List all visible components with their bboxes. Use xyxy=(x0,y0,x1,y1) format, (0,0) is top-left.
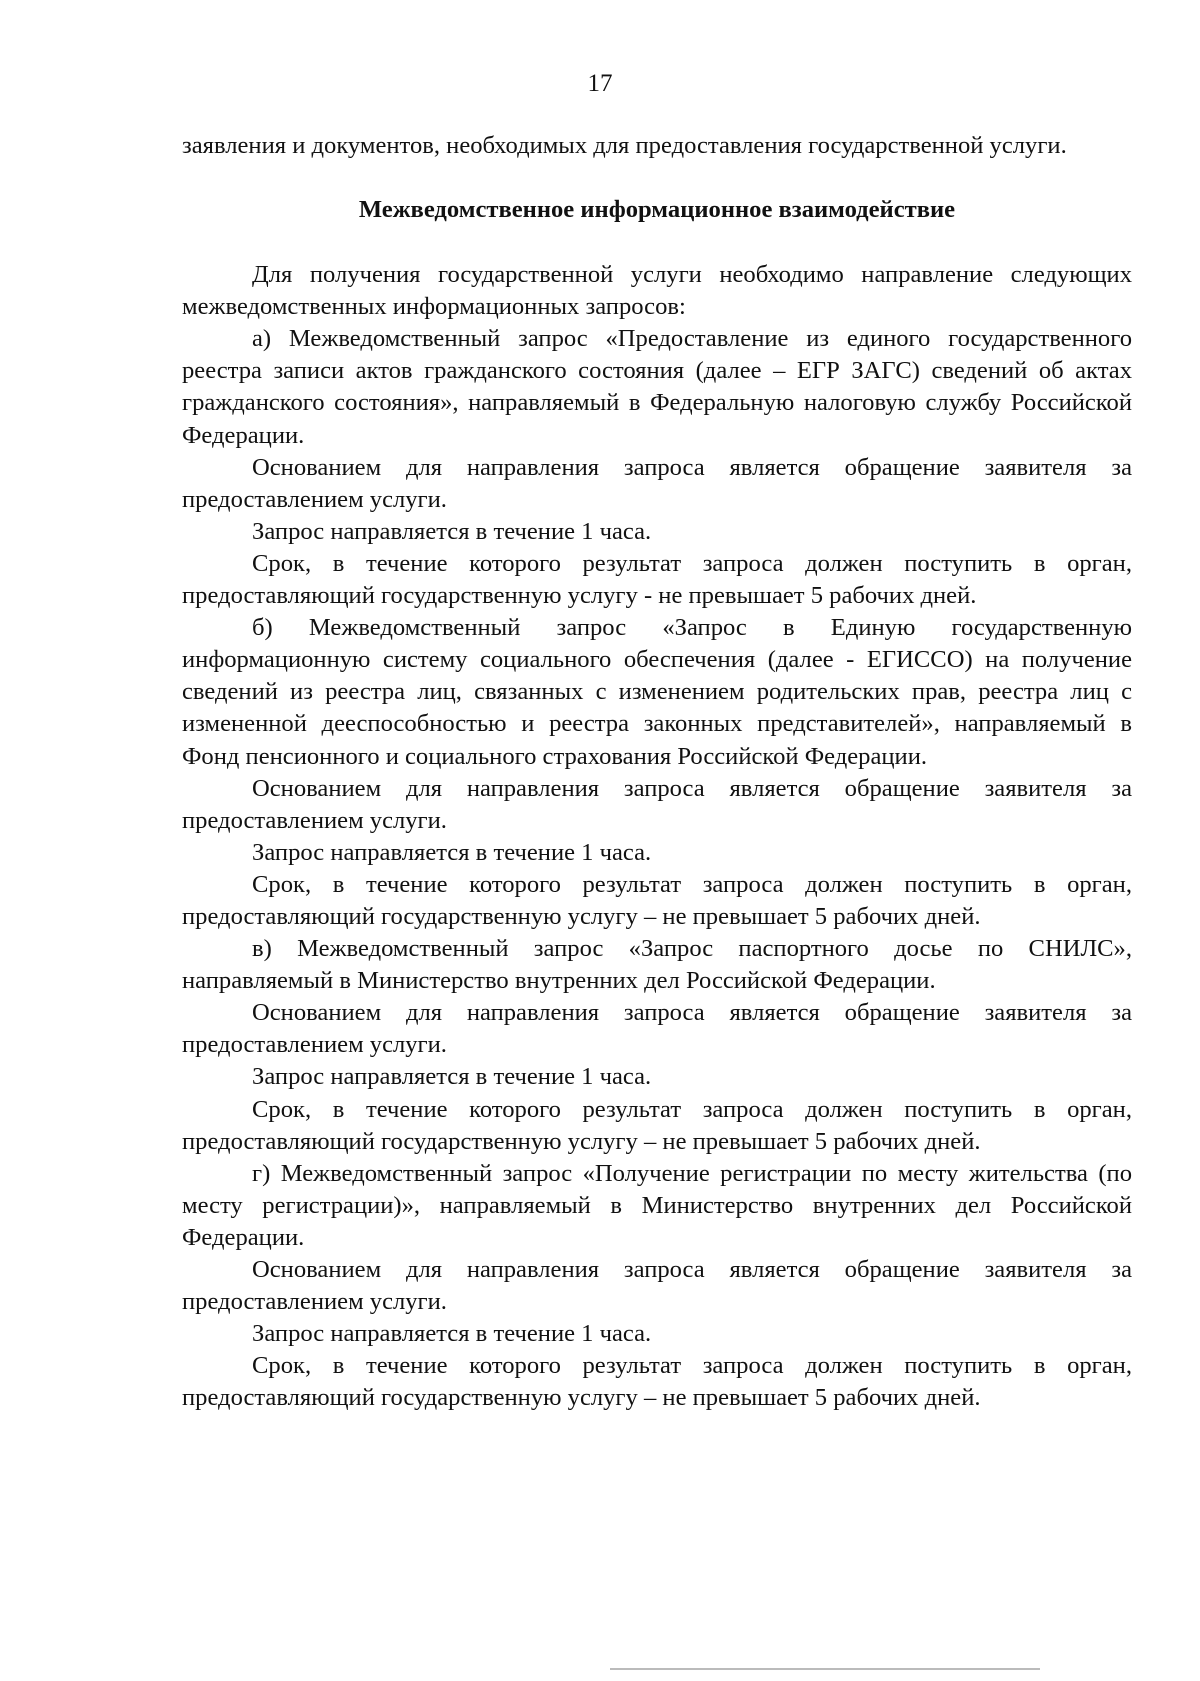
paragraph-intro-requests: Для получения государственной услуги необходимо направление следующих межведомственных информационных запросов: xyxy=(182,261,1132,321)
document-body xyxy=(182,130,1132,1414)
paragraph-request-a: а) Межведомственный запрос «Предоставление из единого государственного реестра записи актов гражданского состояния (далее – ЕГР ЗАГС) сведений об актах гражданского состояния», направляемый в Федеральную налоговую службу Российской Федерации. xyxy=(182,325,1132,449)
paragraph-basis-g: Основанием для направления запроса является обращение заявителя за предоставлением услуги. xyxy=(182,1256,1132,1316)
paragraph-timing-v: Запрос направляется в течение 1 часа. xyxy=(252,1063,652,1091)
paragraph-deadline-v: Срок, в течение которого результат запроса должен поступить в орган, предоставляющий государственную услугу – не превышает 5 рабочих дней. xyxy=(182,1095,1132,1155)
paragraph-deadline-g: Срок, в течение которого результат запроса должен поступить в орган, предоставляющий государственную услугу – не превышает 5 рабочих дней. xyxy=(182,1352,1132,1412)
footer-rule xyxy=(610,1668,1040,1670)
page-number: 17 xyxy=(587,70,613,97)
paragraph-timing-a: Запрос направляется в течение 1 часа. xyxy=(252,517,652,545)
paragraph-deadline-a: Срок, в течение которого результат запроса должен поступить в орган, предоставляющий государственную услугу - не превышает 5 рабочих дней. xyxy=(182,549,1132,610)
paragraph-timing-g: Запрос направляется в течение 1 часа. xyxy=(252,1320,652,1348)
paragraph-request-v: в) Межведомственный запрос «Запрос паспортного досье по СНИЛС», направляемый в Министерство внутренних дел Российской Федерации. xyxy=(182,935,1132,995)
section-title: Межведомственное информационное взаимодействие xyxy=(358,196,956,224)
intro-paragraph: заявления и документов, необходимых для предоставления государственной услуги. xyxy=(182,132,1067,159)
paragraph-request-g: г) Межведомственный запрос «Получение регистрации по месту жительства (по месту регистрации)», направляемый в Министерство внутренних дел Российской Федерации. xyxy=(182,1159,1132,1251)
paragraph-request-b: б) Межведомственный запрос «Запрос в Единую государственную информационную систему социального обеспечения (далее - ЕГИССО) на получение сведений из реестра лиц, связанных с изменением родительских прав, реестра лиц с измененной дееспособностью и реестра законных представителей», направляемый в Фонд пенсионного и социального страхования Российской Федерации. xyxy=(182,614,1132,770)
paragraph-timing-b: Запрос направляется в течение 1 часа. xyxy=(252,838,652,866)
paragraph-deadline-b: Срок, в течение которого результат запроса должен поступить в орган, предоставляющий государственную услугу – не превышает 5 рабочих дней. xyxy=(182,870,1132,930)
paragraph-basis-a: Основанием для направления запроса является обращение заявителя за предоставлением услуги. xyxy=(182,453,1132,513)
paragraph-basis-b: Основанием для направления запроса является обращение заявителя за предоставлением услуги. xyxy=(182,774,1132,834)
paragraph-basis-v: Основанием для направления запроса является обращение заявителя за предоставлением услуги. xyxy=(182,999,1132,1059)
